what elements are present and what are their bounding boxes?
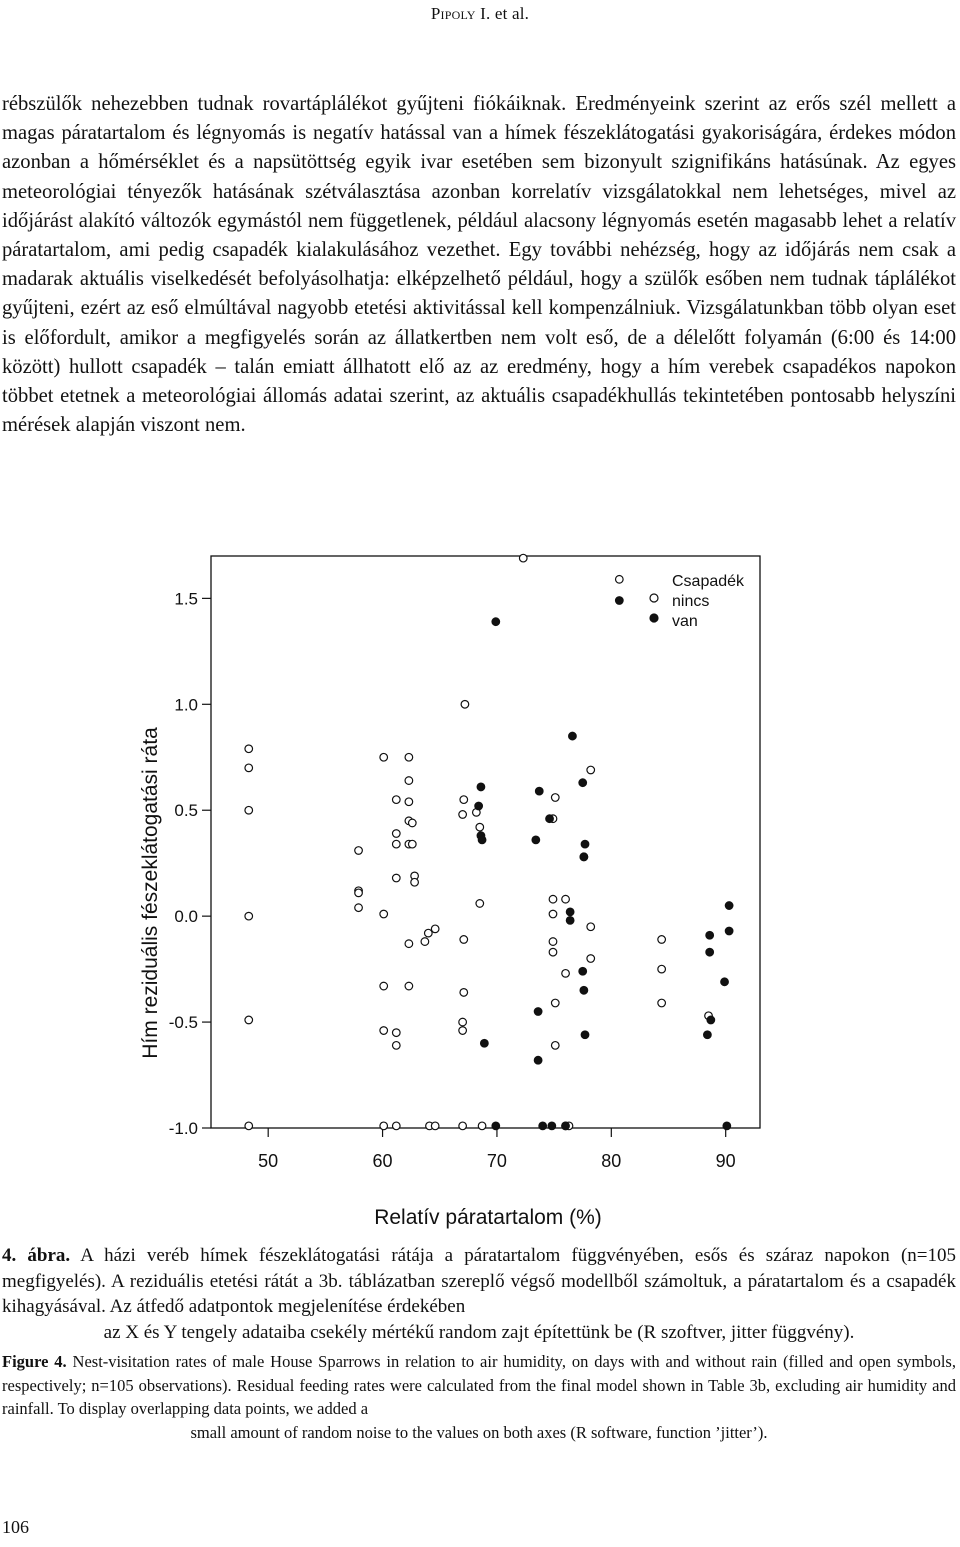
point-rain (580, 853, 588, 861)
point-no-rain (551, 999, 559, 1007)
point-rain (566, 917, 574, 925)
point-no-rain (658, 999, 666, 1007)
y-tick-label: 0.5 (174, 801, 198, 821)
point-no-rain (421, 938, 429, 946)
body-paragraph: rébszülők nehezebben tudnak rovartáplálékot gyűjteni fiókáiknak. Eredményeink szerint az erős szél mellett a magas páratartalom és légnyomás is negatív hatással van a hímek fészeklátogatási gyakoriságára, érdekes módon azonban a hőmérséklet és a napsütöttség egyik ivar esetében sem bizonyult szignifikáns hatásúnak. Az egyes meteorológiai tényezők hatásának szétválasztása azonban korrelatív vizsgálatokkal nem lehetséges, mivel az időjárást alakító változók egymástól nem függetlenek, például alacsony légnyomás esetén magasabb lehet a relatív páratartalom, ami pedig csapadék kialakulásához vezethet. Egy további nehézség, hogy az időjárás nem csak a madarak aktuális viselkedését befolyásolhatja: elképzelhető például, hogy a szülők esőben nem tudnak táplálékot gyűjteni, ezért az eső elmúltával nagyobb etetési aktivitással kell kompenzálniuk. Vizsgálatunkban több olyan eset is előfordult, amikor a megfigyelés során az állatkertben nem volt eső, de a délelőtt folyamán (6:00 és 14:00 között) hullott csapadék – talán emiatt állhatott elő az az eredmény, hogy a hím verebek csapadékos napokon többet etetnek a meteorológiai állomás adatai szerint, az aktuális csapadékhullás tekintetében pontosabb helyszíni mérések alapján viszont nem. (2, 93, 956, 437)
point-no-rain (459, 1027, 467, 1035)
point-no-rain (245, 806, 253, 814)
running-head-author: PIPOLY (430, 4, 476, 23)
x-axis (258, 1128, 736, 1171)
point-no-rain (245, 912, 253, 920)
point-no-rain (380, 753, 388, 761)
point-rain (579, 779, 587, 787)
point-rain (725, 927, 733, 935)
point-no-rain (380, 1122, 388, 1130)
point-no-rain (392, 796, 400, 804)
caption-hu-label: 4. ábra. (2, 1245, 71, 1266)
point-no-rain (392, 830, 400, 838)
data-points (245, 554, 733, 1129)
point-no-rain (460, 989, 468, 997)
point-rain (539, 1122, 547, 1130)
point-no-rain (355, 847, 363, 855)
legend-open-marker (650, 594, 658, 602)
point-no-rain (549, 938, 557, 946)
point-rain (706, 931, 714, 939)
caption-english (2, 1350, 956, 1444)
y-tick-label: -1.0 (168, 1119, 198, 1138)
point-rain (481, 1039, 489, 1047)
point-no-rain (392, 1122, 400, 1130)
y-axis-label: Hím reziduális fészeklátogatási ráta (139, 727, 162, 1059)
point-no-rain (392, 1029, 400, 1037)
point-rain (534, 1008, 542, 1016)
legend-title: Csapadék (672, 573, 745, 590)
point-rain (706, 948, 714, 956)
legend (650, 573, 745, 630)
point-rain (546, 815, 554, 823)
caption-en-text: Nest-visitation rates of male House Sparrows in relation to air humidity, on days with and without rain (filled and open symbols, respectively; n=105 observations). Residual feeding rates were calculated from the final model shown in Table 3b, excluding air humidity and rainfall. To display overlapping data points, we added a (2, 1352, 956, 1418)
running-head-etal: I. et al. (475, 4, 530, 23)
point-no-rain (425, 929, 433, 937)
point-no-rain (562, 970, 570, 978)
point-no-rain (459, 1018, 467, 1026)
point-no-rain (551, 794, 559, 802)
point-rain (532, 836, 540, 844)
point-no-rain (245, 1016, 253, 1024)
point-no-rain (459, 1122, 467, 1130)
point-no-rain (549, 895, 557, 903)
point-rain (704, 1031, 712, 1039)
point-rain (616, 597, 624, 605)
point-no-rain (562, 895, 570, 903)
point-no-rain (616, 576, 624, 584)
point-no-rain (409, 840, 417, 848)
caption-hu-last-line: az X és Y tengely adataiba csekély mértékű random zajt építettünk be (R szoftver, jitter függvény). (103, 1321, 855, 1343)
running-head (0, 4, 960, 24)
point-rain (580, 986, 588, 994)
point-no-rain (380, 910, 388, 918)
y-tick-label: 0.0 (174, 907, 198, 927)
point-no-rain (551, 1042, 559, 1050)
point-rain (566, 908, 574, 916)
point-no-rain (476, 823, 484, 831)
point-no-rain (476, 900, 484, 908)
page-number: 106 (2, 1517, 29, 1537)
point-no-rain (392, 1042, 400, 1050)
point-rain (534, 1056, 542, 1064)
point-rain (581, 1031, 589, 1039)
point-no-rain (460, 796, 468, 804)
point-no-rain (658, 965, 666, 973)
x-tick-label: 90 (715, 1151, 736, 1171)
point-no-rain (245, 764, 253, 772)
legend-filled-marker (650, 614, 658, 622)
caption-en-label: Figure 4. (2, 1352, 67, 1371)
x-tick-label: 60 (372, 1151, 393, 1171)
point-rain (478, 836, 486, 844)
point-no-rain (587, 955, 595, 963)
point-no-rain (405, 982, 413, 990)
point-rain (581, 840, 589, 848)
point-no-rain (587, 766, 595, 774)
point-rain (579, 967, 587, 975)
point-no-rain (587, 923, 595, 931)
y-tick-label: 1.5 (174, 589, 198, 609)
point-no-rain (355, 889, 363, 897)
point-no-rain (549, 948, 557, 956)
point-no-rain (405, 777, 413, 785)
point-rain (562, 1122, 570, 1130)
point-rain (475, 802, 483, 810)
point-rain (721, 978, 729, 986)
point-no-rain (392, 840, 400, 848)
point-rain (535, 787, 543, 795)
point-rain (723, 1122, 731, 1130)
point-no-rain (478, 1122, 486, 1130)
x-tick-label: 70 (486, 1151, 507, 1171)
y-axis (169, 589, 211, 1138)
figure-4 (0, 548, 960, 1238)
point-no-rain (245, 745, 253, 753)
point-no-rain (405, 798, 413, 806)
point-no-rain (392, 874, 400, 882)
x-tick-label: 50 (258, 1151, 279, 1171)
point-no-rain (245, 1122, 253, 1130)
point-rain (569, 732, 577, 740)
point-rain (492, 618, 500, 626)
point-no-rain (431, 1122, 439, 1130)
point-no-rain (519, 554, 527, 562)
point-no-rain (380, 1027, 388, 1035)
point-no-rain (549, 910, 557, 918)
x-tick-label: 80 (601, 1151, 622, 1171)
x-axis-label: Relatív páratartalom (%) (374, 1206, 602, 1229)
point-no-rain (461, 700, 469, 708)
point-no-rain (405, 753, 413, 761)
y-tick-label: 1.0 (174, 695, 198, 715)
point-no-rain (460, 936, 468, 944)
point-rain (492, 1122, 500, 1130)
legend-entry-van: van (672, 613, 698, 630)
point-rain (477, 783, 485, 791)
point-no-rain (658, 936, 666, 944)
point-rain (548, 1122, 556, 1130)
scatter-chart (0, 548, 960, 1238)
caption-hungarian (2, 1243, 956, 1345)
point-no-rain (459, 811, 467, 819)
y-tick-label: -0.5 (168, 1013, 198, 1033)
point-no-rain (411, 878, 419, 886)
point-no-rain (405, 940, 413, 948)
point-rain (707, 1016, 715, 1024)
caption-hu-text: A házi veréb hímek fészeklátogatási rátája a páratartalom függvényében, esős és száraz napokon (n=105 megfigyelés). A reziduális etetési rátát a 3b. táblázatban szereplő végső modellből számoltuk, a páratartalom és a csapadék kihagyásával. Az átfedő adatpontok megjelenítése érdekében (2, 1245, 956, 1317)
point-no-rain (431, 925, 439, 933)
point-no-rain (380, 982, 388, 990)
point-rain (725, 902, 733, 910)
legend-entry-nincs: nincs (672, 593, 710, 610)
point-no-rain (355, 904, 363, 912)
caption-en-last-line: small amount of random noise to the values on both axes (R software, function ’jitter’). (190, 1422, 768, 1442)
point-no-rain (409, 819, 417, 827)
